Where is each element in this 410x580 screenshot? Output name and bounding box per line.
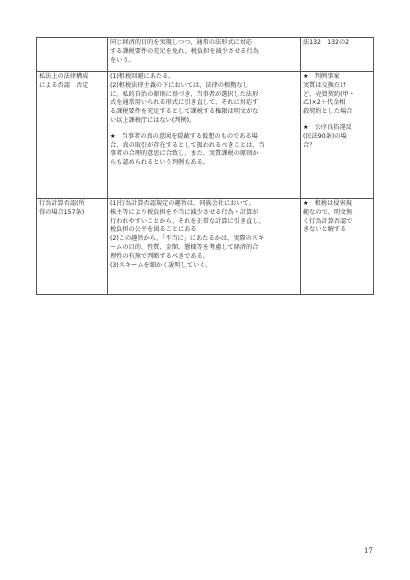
text-line: 乙)×2＋代金相 <box>303 99 346 107</box>
text-line: をいう。 <box>110 56 135 64</box>
text-line: 私法上の法律構成 <box>39 73 89 80</box>
text-line: 法132 132の2 <box>303 39 350 46</box>
text-line: 同じ経済的目的を実現しつつ、通常の法形式に対応 <box>110 39 253 46</box>
row1-note-cell <box>301 38 374 72</box>
text-line: い以上課税庁にはない(判例)。 <box>110 116 196 124</box>
text-line: 得の場合157条) <box>39 208 85 216</box>
text-line: 行われやすいことから、それを正常な計算に引き直し、 <box>110 217 265 225</box>
text-line: による否認 否定 <box>39 81 89 89</box>
text-line: 実質は交換だけ <box>303 81 347 89</box>
text-line: (民法90条)の場 <box>303 132 347 140</box>
text-line: ど、売買契約(甲・ <box>303 90 355 98</box>
text-line: 事者の合理的意思に合致し、また、実質課税の原則か <box>110 150 259 158</box>
text-line: に、私的自治の原則に基づき、当事者が選択した法形 <box>110 90 259 98</box>
row2-note-cell <box>301 72 374 199</box>
text-line: 範なので、明文無 <box>303 208 353 216</box>
text-line: ★ 当事者の真の意図を隠蔽する仮想のものである場 <box>110 132 258 140</box>
text-line: 税負担の公平を図ることにある <box>110 226 197 234</box>
text-line: 株主等により税負担を不当に減少させる行為・計算が <box>110 208 259 216</box>
text-line: ★ 租税は侵害規 <box>303 200 352 207</box>
text-line: る課税要件を充足するとして課税する権限は明文がな <box>110 108 259 116</box>
row3-heading-cell <box>37 199 108 295</box>
text-line: (1)租税回避にあたる。 <box>110 73 175 80</box>
table-row <box>37 72 374 199</box>
text-line: ★ 判例事案 <box>303 73 340 80</box>
text-line: 合、真の取引が存在するとして扱われるべきことは、当 <box>110 141 265 149</box>
row3-note-cell <box>301 199 374 295</box>
text-line: 殺契約とした場合 <box>303 108 353 116</box>
text-line: らも認められるという判例もある。 <box>110 159 209 167</box>
table-row <box>37 199 374 295</box>
text-line: 合？ <box>303 141 316 149</box>
text-line: きないと解する <box>303 226 347 234</box>
text-line: 行為計算否認(所 <box>39 200 85 207</box>
text-line: (3)スキームを細かく説明していく。 <box>110 261 212 269</box>
text-line: (2)この趣旨から、「不当に」にあたるかは、実際のスキ <box>110 235 265 243</box>
comparison-table <box>36 37 374 295</box>
text-line: (1)行為計算否認規定の趣旨は、同族会社において、 <box>110 200 255 207</box>
text-line: ームの目的、性質、金額、態様等を考慮して経済的合 <box>110 243 259 251</box>
row1-description-cell <box>108 38 301 72</box>
row2-heading-cell <box>37 72 108 199</box>
text-line: 理性の有無で判断するべきである。 <box>110 252 209 260</box>
text-line: する課税要件の充足を免れ、税負担を減少させる行為 <box>110 47 259 55</box>
text-line: 式を通常用いられる形式に引き直して、それに対応す <box>110 99 259 107</box>
text-line: く行為計算否認で <box>303 217 353 225</box>
row2-description-cell <box>108 72 301 199</box>
text-line: ★ 公序良俗違反 <box>303 123 352 131</box>
page-number: 17 <box>364 547 373 555</box>
text-line: (2)租税法律主義の下においては、法律の根拠なし <box>110 81 249 89</box>
row3-description-cell <box>108 199 301 295</box>
table-row <box>37 38 374 72</box>
row1-heading-cell <box>37 38 108 72</box>
